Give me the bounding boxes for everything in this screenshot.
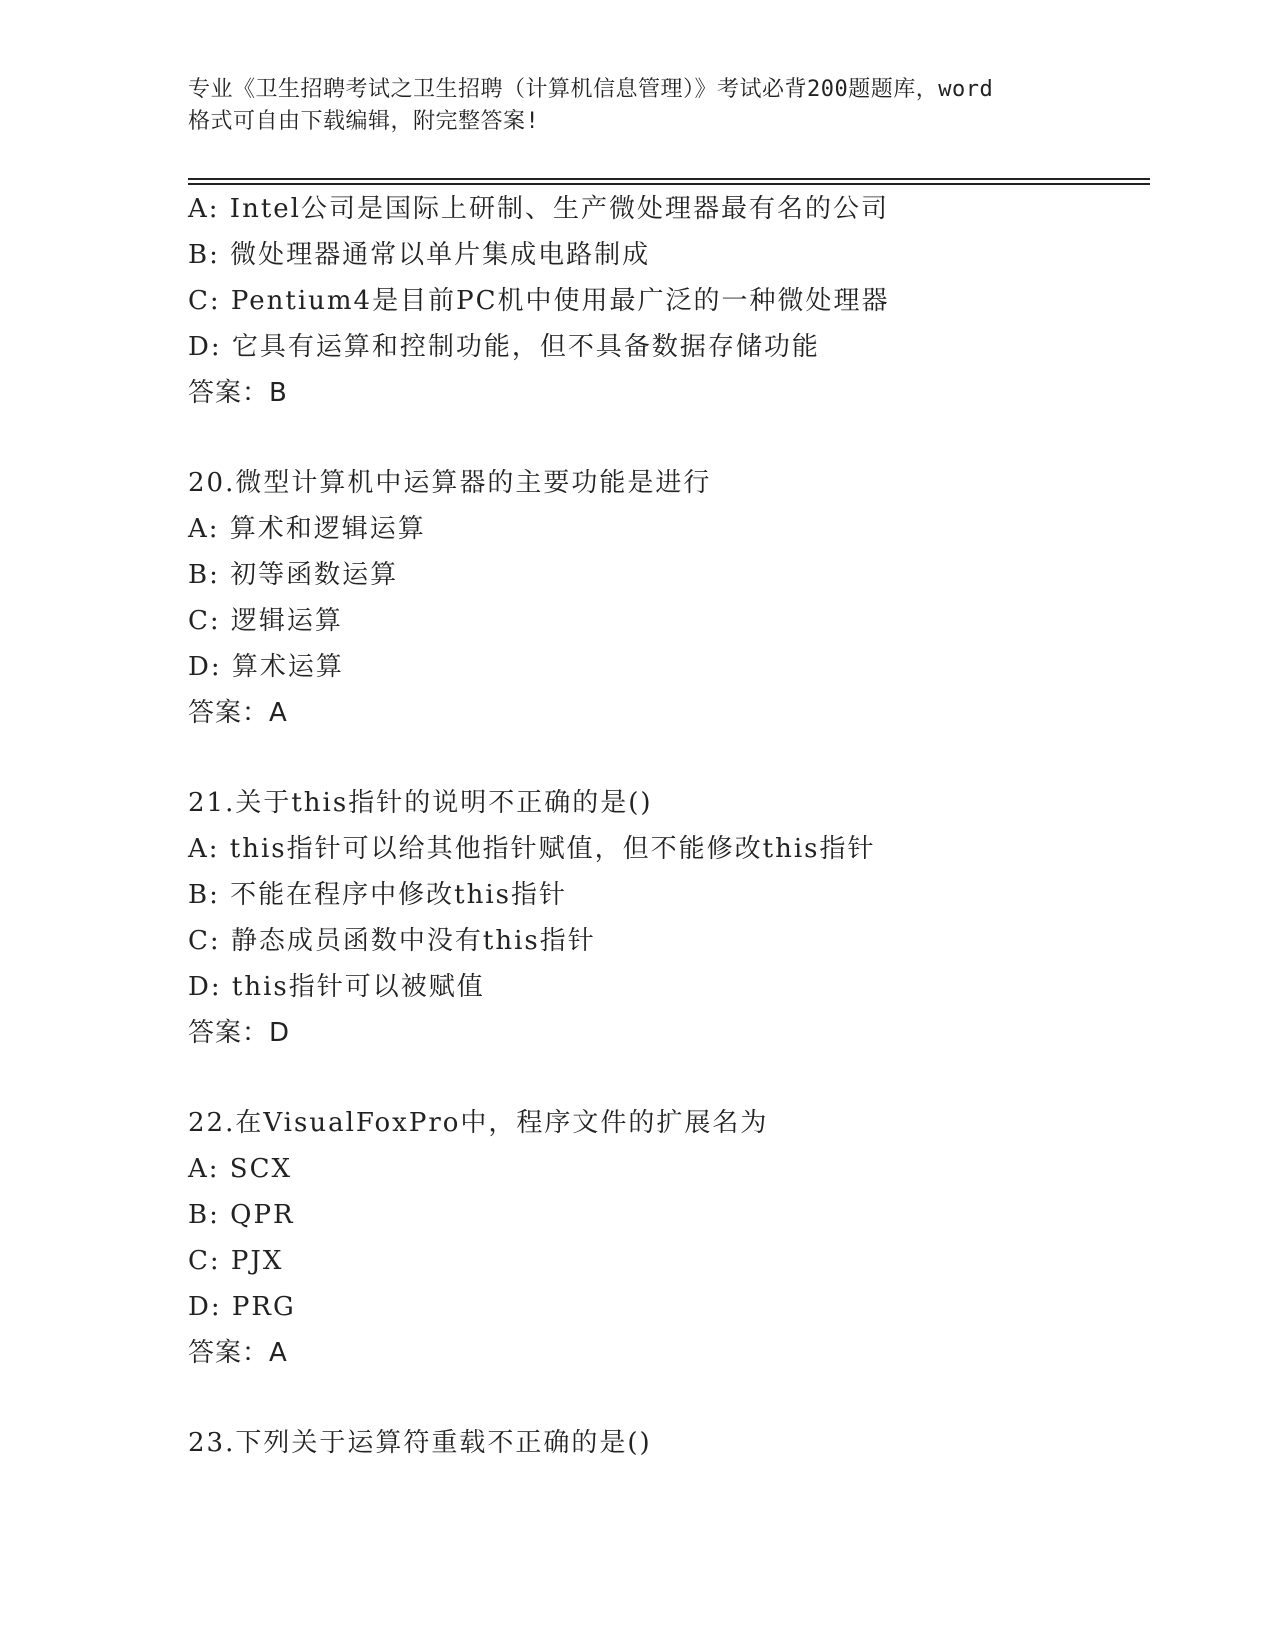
question-text: 21.关于this指针的说明不正确的是() <box>188 788 653 818</box>
option-c: C: Pentium4是目前PC机中使用最广泛的一种微处理器 <box>188 286 890 316</box>
document-header <box>188 74 1088 138</box>
option-d: D: PRG <box>188 1292 296 1322</box>
header-divider-bottom <box>188 183 1150 185</box>
option-d: D: 算术运算 <box>188 652 344 682</box>
header-title-line-1: 专业《卫生招聘考试之卫生招聘（计算机信息管理）》考试必背200题题库，word <box>188 77 994 102</box>
question-text: 20.微型计算机中运算器的主要功能是进行 <box>188 468 712 498</box>
answer: 答案：A <box>188 698 288 728</box>
question-text: 23.下列关于运算符重载不正确的是() <box>188 1428 652 1458</box>
option-b: B: 初等函数运算 <box>188 560 399 590</box>
spacer <box>188 1056 1148 1100</box>
option-d: D: this指针可以被赋值 <box>188 972 485 1002</box>
question-block-22 <box>188 1100 1148 1376</box>
option-d: D: 它具有运算和控制功能，但不具备数据存储功能 <box>188 332 820 362</box>
option-c: C: PJX <box>188 1246 284 1276</box>
option-a: A: this指针可以给其他指针赋值，但不能修改this指针 <box>188 834 876 864</box>
header-title-line-2: 格式可自由下载编辑，附完整答案! <box>188 109 540 134</box>
option-b: B: 不能在程序中修改this指针 <box>188 880 567 910</box>
question-block-21 <box>188 780 1148 1056</box>
option-a: A: 算术和逻辑运算 <box>188 514 426 544</box>
option-a: A: SCX <box>188 1154 293 1184</box>
option-c: C: 静态成员函数中没有this指针 <box>188 926 596 956</box>
question-block-23 <box>188 1420 1148 1466</box>
answer: 答案：D <box>188 1018 291 1048</box>
question-text: 22.在VisualFoxPro中，程序文件的扩展名为 <box>188 1108 769 1138</box>
spacer <box>188 1376 1148 1420</box>
question-list <box>188 186 1148 1466</box>
option-b: B: 微处理器通常以单片集成电路制成 <box>188 240 651 270</box>
spacer <box>188 416 1148 460</box>
header-divider-top <box>188 178 1150 180</box>
spacer <box>188 736 1148 780</box>
option-a: A: Intel公司是国际上研制、生产微处理器最有名的公司 <box>188 194 889 224</box>
option-b: B: QPR <box>188 1200 295 1230</box>
question-block-19 <box>188 186 1148 416</box>
option-c: C: 逻辑运算 <box>188 606 343 636</box>
answer: 答案：A <box>188 1338 288 1368</box>
question-block-20 <box>188 460 1148 736</box>
answer: 答案：B <box>188 378 288 408</box>
